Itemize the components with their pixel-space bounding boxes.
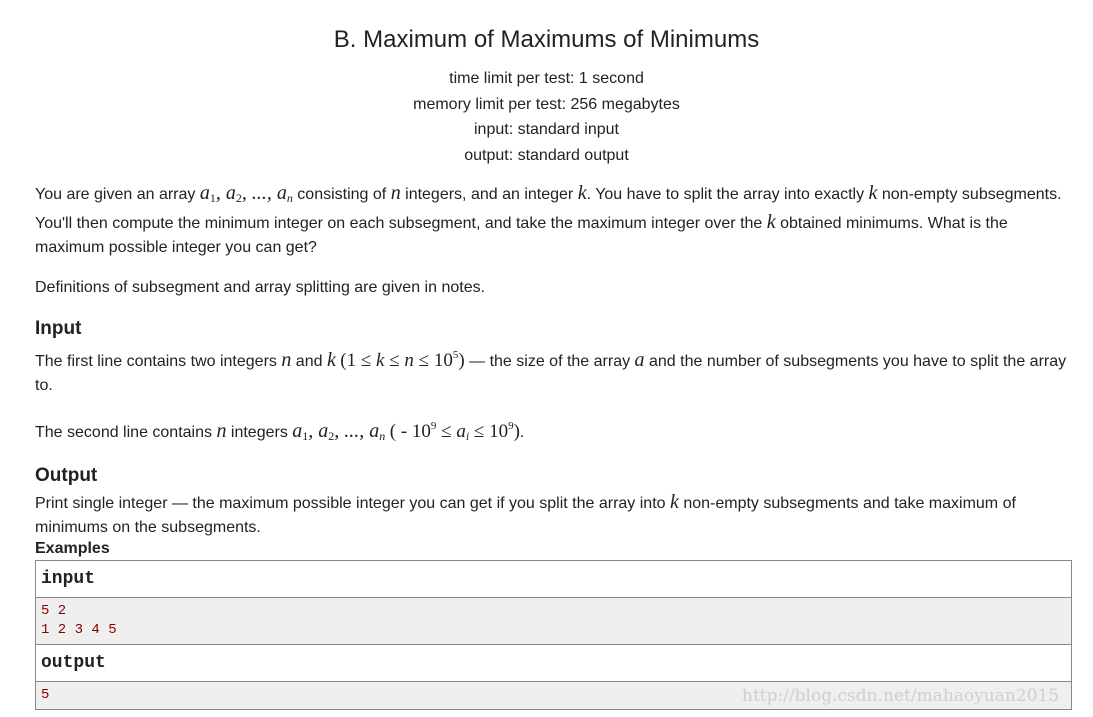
math-k: k (577, 182, 587, 204)
legend-paragraph (35, 181, 1075, 260)
legend-text: . You have to split the array into exactly (586, 186, 869, 203)
math-n: n (281, 349, 292, 371)
math-a: a (634, 349, 645, 371)
legend-text: obtained minimums. What is the maximum possible integer you can get? (35, 215, 1008, 256)
math-k: k (326, 349, 336, 371)
input-file: input: standard input (474, 121, 619, 138)
input-section (35, 317, 1075, 448)
input-line-2 (35, 414, 1075, 448)
watermark: http://blog.csdn.net/mahaoyuan2015 (742, 686, 1060, 706)
input-text: — the size of the array (464, 353, 635, 370)
problem-statement (35, 181, 1075, 540)
math-array-a: $a_1$, $a_2$, ..., an (199, 182, 293, 205)
examples-title: Examples (35, 540, 110, 557)
math-n: n (216, 420, 227, 442)
output-file: output: standard output (464, 146, 629, 164)
memory-limit: memory limit per test: 256 megabytes (413, 95, 680, 113)
time-limit: time limit per test: 1 second (449, 70, 644, 87)
math-constraint-a: ( - $10^9$ ≤ ai ≤ $10^9$) (389, 420, 520, 443)
math-k: k (669, 491, 679, 513)
legend-text: You are given an array (35, 186, 200, 203)
math-n: n (390, 182, 401, 204)
math-k: k (868, 182, 878, 204)
problem-title: B. Maximum of Maximums of Minimums (333, 26, 760, 53)
problem-header (0, 22, 1093, 168)
notes-reference: Definitions of subsegment and array splitting are given in notes. (35, 279, 486, 296)
input-section-title: Input (35, 318, 82, 339)
math-k: k (766, 211, 776, 233)
input-text: The first line contains two integers (35, 353, 282, 370)
sample-output-title: output (36, 645, 1071, 682)
sample-input[interactable] (36, 598, 1071, 645)
input-text: and (291, 353, 327, 370)
math-array-a: $a_1$, $a_2$, ..., an (292, 420, 386, 443)
legend-text: non-empty subsegments. You'll then compute the minimum integer on each subsegment, and take the maximum integer over the (35, 186, 1062, 232)
input-line-1 (35, 343, 1075, 398)
input-text: . (519, 424, 525, 441)
output-section-title: Output (35, 465, 98, 486)
output-text-part: non-empty subsegments and take maximum of minimums on the subsegments. (35, 495, 1016, 536)
math-constraint-nk: $(1 \le k \le n \le 10^5)$ (340, 349, 465, 371)
input-text: integers (226, 424, 293, 441)
input-text: The second line contains (35, 424, 217, 441)
input-text: and the number of subsegments you have to split the array to. (35, 353, 1067, 394)
sample-input-line: 5 2 (41, 603, 67, 619)
sample-output-line: 5 (41, 687, 50, 703)
sample-input-title: input (36, 561, 1071, 598)
sample-input-line: 1 2 3 4 5 (41, 622, 117, 638)
legend-text: consisting of (292, 186, 391, 203)
output-text-part: Print single integer — the maximum possible integer you can get if you split the array into (35, 495, 670, 512)
legend-text: integers, and an integer (400, 186, 578, 203)
output-text (35, 490, 1075, 540)
output-section (35, 464, 1075, 540)
